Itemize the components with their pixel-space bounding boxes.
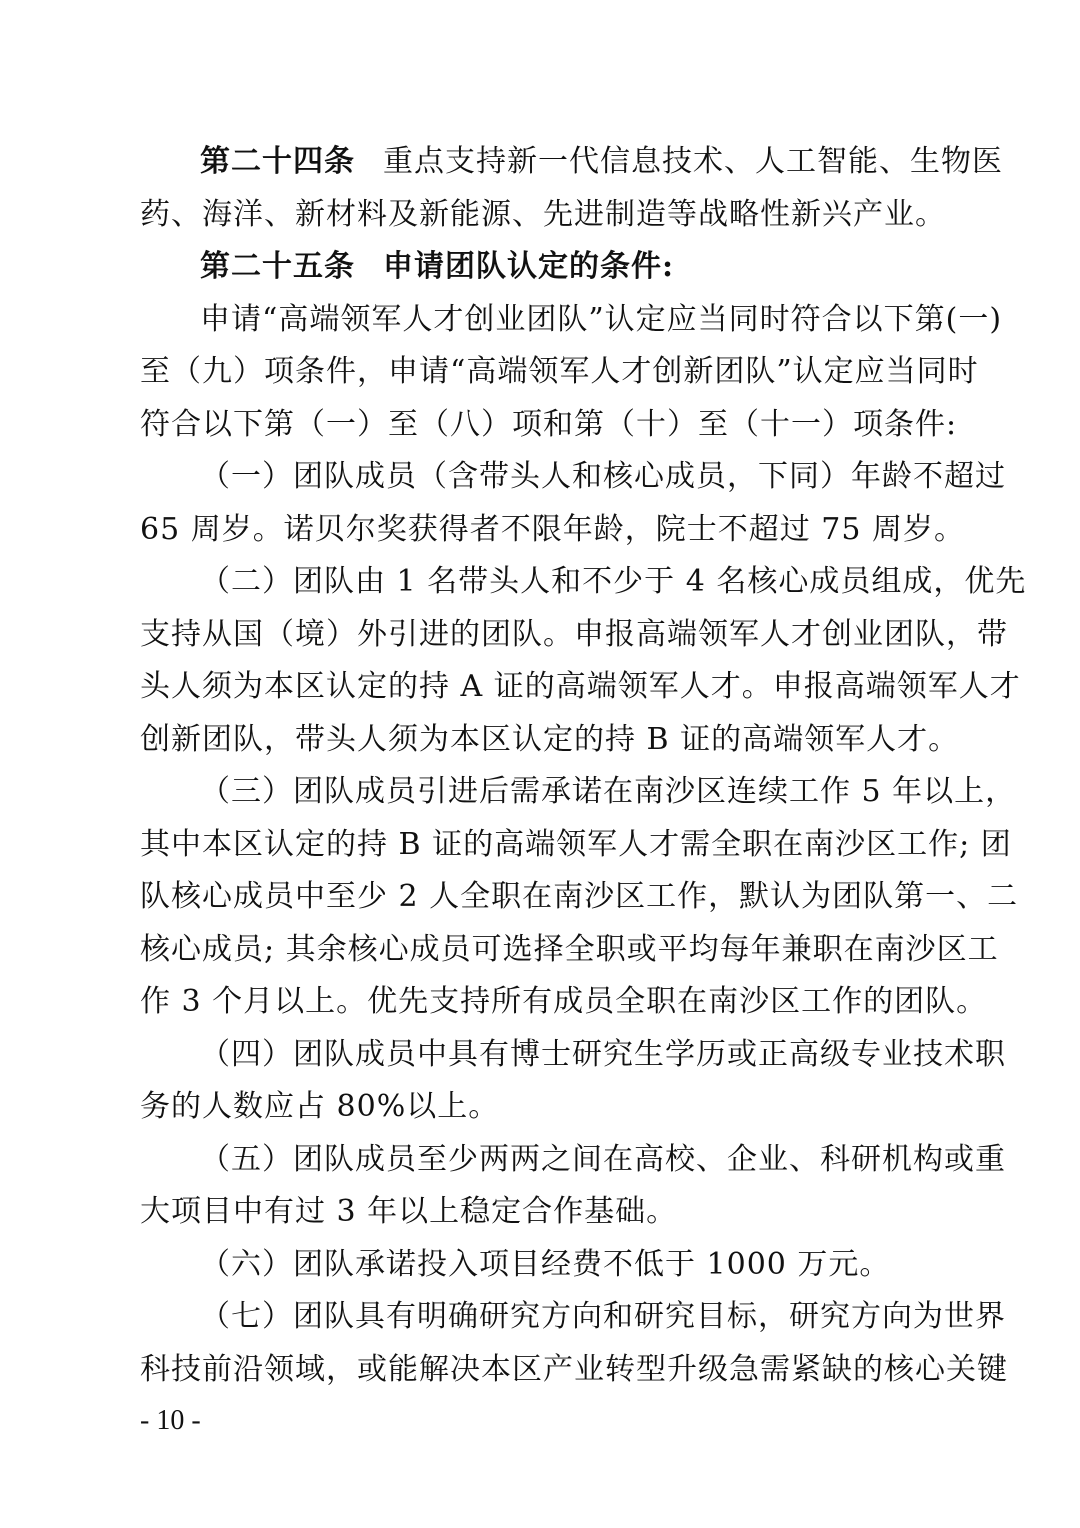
paragraph-item2 (140, 556, 1027, 766)
paragraph-item4 (140, 1029, 1006, 1134)
article-24-line-2: 药、海洋、新材料及新能源、先进制造等战略性新兴产业。 (140, 196, 946, 232)
paragraph-line: 科技前沿领域，或能解决本区产业转型升级急需紧缺的核心关键 (140, 1351, 1008, 1387)
paragraph-item7 (140, 1291, 1008, 1396)
paragraph-item1 (140, 451, 1006, 556)
paragraph-line: （一）团队成员（含带头人和核心成员，下同）年龄不超过 (200, 459, 1006, 494)
article-25-heading: 第二十五条 (200, 249, 355, 284)
paragraph-line: 65 周岁。诺贝尔奖获得者不限年龄，院士不超过 75 周岁。 (140, 511, 965, 547)
paragraph-line: （三）团队成员引进后需承诺在南沙区连续工作 5 年以上， (200, 774, 1017, 809)
paragraph-line: （七）团队具有明确研究方向和研究目标，研究方向为世界 (200, 1299, 1006, 1334)
article-24-heading: 第二十四条 (200, 144, 355, 179)
paragraph-intro (140, 294, 1003, 452)
paragraph-line: 创新团队，带头人须为本区认定的持 B 证的高端领军人才。 (140, 721, 960, 757)
article-25-line (140, 241, 940, 294)
article-24 (140, 136, 1003, 241)
paragraph-line: 作 3 个月以上。优先支持所有成员全职在南沙区工作的团队。 (140, 984, 988, 1019)
conditions-list (140, 294, 1027, 1397)
paragraph-item5 (140, 1134, 1006, 1239)
paragraph-line: 核心成员; 其余核心成员可选择全职或平均每年兼职在南沙区工 (140, 931, 999, 967)
paragraph-line: 申请“高端领军人才创业团队”认定应当同时符合以下第(一) (200, 301, 1003, 337)
paragraph-item3 (140, 766, 1019, 1029)
paragraph-line: （四）团队成员中具有博士研究生学历或正高级专业技术职 (200, 1036, 1006, 1072)
document-body (140, 136, 1027, 1396)
article-24-text: 重点支持新一代信息技术、人工智能、生物医 (383, 144, 1003, 179)
paragraph-line: 头人须为本区认定的持 A 证的高端领军人才。申报高端领军人才 (140, 669, 1021, 704)
paragraph-line: 大项目中有过 3 年以上稳定合作基础。 (140, 1194, 678, 1229)
paragraph-line: （二）团队由 1 名带头人和不少于 4 名核心成员组成，优先 (200, 564, 1027, 599)
paragraph-line: 其中本区认定的持 B 证的高端领军人才需全职在南沙区工作; 团 (140, 826, 1012, 862)
paragraph-line: 至（九）项条件，申请“高端领军人才创新团队”认定应当同时 (140, 354, 979, 389)
paragraph-line: 队核心成员中至少 2 人全职在南沙区工作，默认为团队第一、二 (140, 879, 1019, 914)
paragraph-line: （六）团队承诺投入项目经费不低于 1000 万元。 (200, 1246, 891, 1282)
paragraph-item6 (140, 1239, 940, 1292)
paragraph-line: （五）团队成员至少两两之间在高校、企业、科研机构或重 (200, 1141, 1006, 1177)
article-25 (140, 241, 940, 294)
paragraph-line: 支持从国（境）外引进的团队。申报高端领军人才创业团队，带 (140, 616, 1008, 652)
paragraph-line: 符合以下第（一）至（八）项和第（十）至（十一）项条件: (140, 406, 958, 442)
article-25-title: 申请团队认定的条件: (383, 249, 675, 284)
paragraph-line: 务的人数应占 80%以上。 (140, 1089, 500, 1124)
page-number: - 10 - (140, 1405, 201, 1436)
article-24-line-1 (140, 136, 1003, 189)
